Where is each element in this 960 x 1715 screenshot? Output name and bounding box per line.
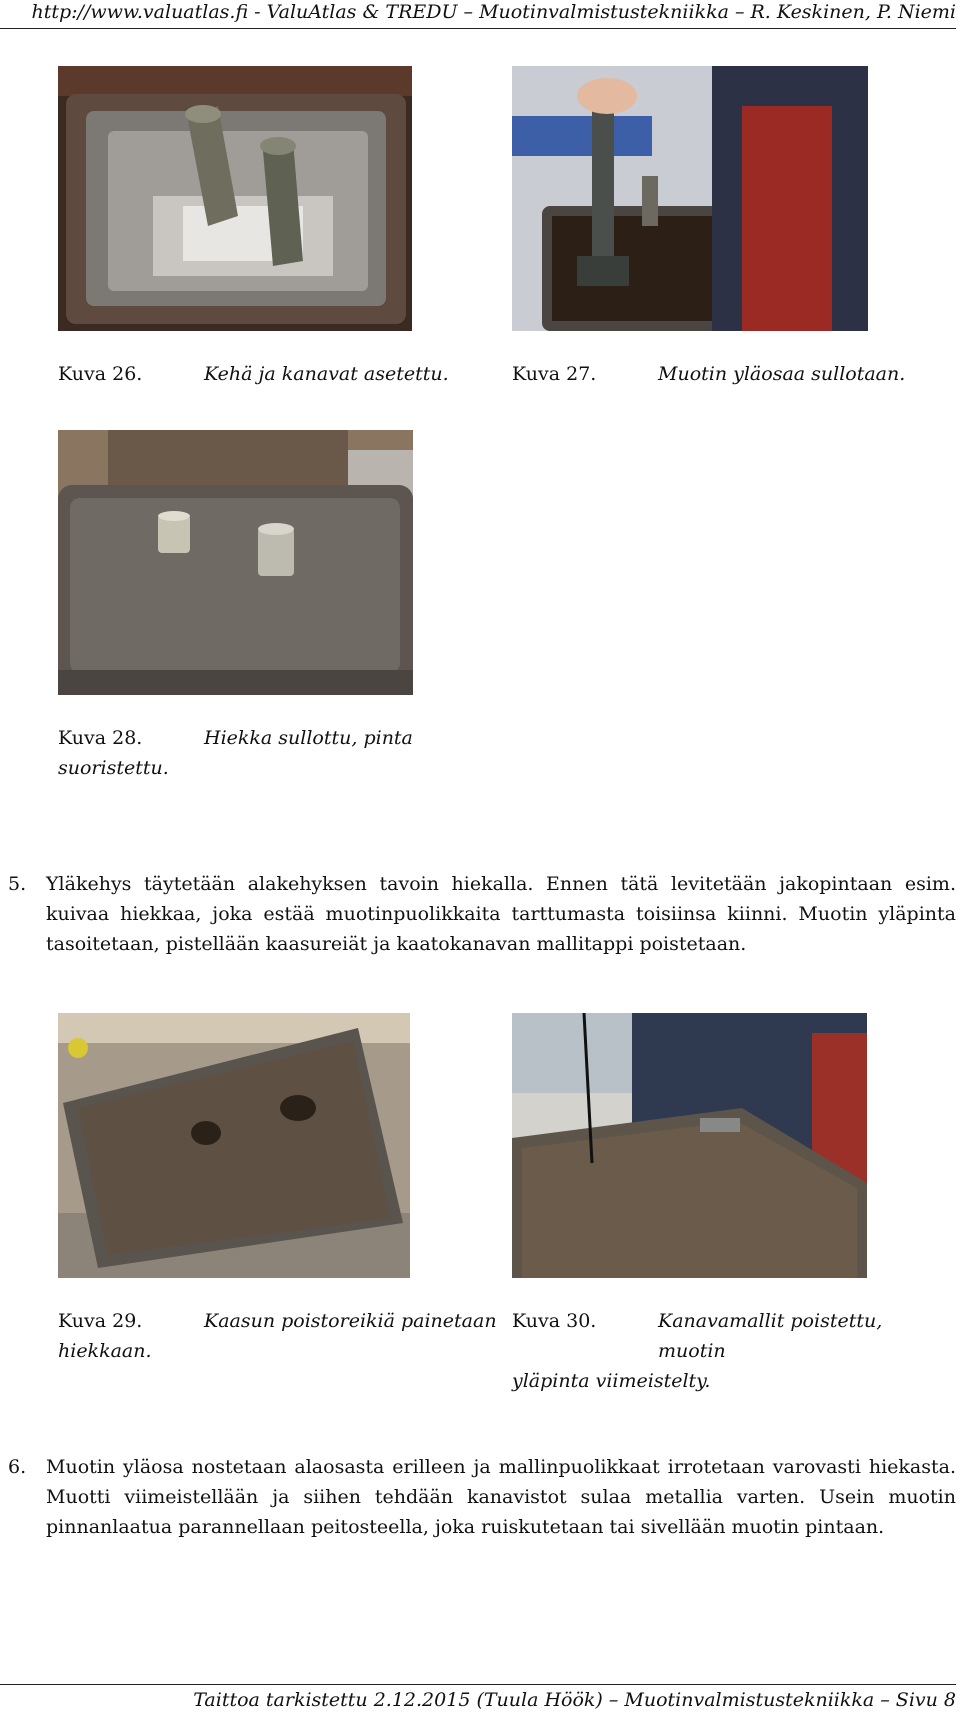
figure-description: Kaasun poistoreikiä painetaan: [204, 1310, 497, 1332]
page-header: http://www.valuatlas.fi - ValuAtlas & TREDU – Muotinvalmistustekniikka – R. Keskinen, P. Niemi: [0, 0, 956, 29]
step-6: [8, 1452, 956, 1542]
figure-description-continued: hiekkaan.: [58, 1340, 152, 1362]
photo-finished-upper-surface: [512, 1013, 867, 1278]
figure-description-continued: suoristettu.: [58, 757, 169, 779]
figure-caption-30: [512, 1306, 952, 1396]
figure-label: Kuva 29.: [58, 1310, 143, 1332]
step-number: 5.: [8, 873, 27, 895]
figure-description: Muotin yläosaa sullotaan.: [658, 363, 906, 385]
photo-rammed-sand-surface: [58, 430, 413, 695]
photo-ramming-upper-mold: [512, 66, 868, 331]
figure-description-continued: yläpinta viimeistelty.: [512, 1370, 711, 1392]
figure-description: Kehä ja kanavat asetettu.: [204, 363, 449, 385]
figure-description: Hiekka sullottu, pinta: [204, 727, 413, 749]
figure-caption-28: [58, 723, 498, 783]
step-number: 6.: [8, 1456, 27, 1478]
photo-mold-frame-with-channels: [58, 66, 412, 331]
figure-caption-29: [58, 1306, 498, 1366]
figure-caption-26: [58, 359, 498, 389]
figure-label: Kuva 30.: [512, 1310, 597, 1332]
figure-caption-27: [512, 359, 952, 389]
figure-label: Kuva 28.: [58, 727, 143, 749]
step-text: Yläkehys täytetään alakehyksen tavoin hiekalla. Ennen tätä levitetään jakopintaan esim. kuivaa hiekkaa, joka estää muotinpuolikkaita tarttumasta toisiinsa kiinni. Muotin yläpinta tasoitetaan, pistellään kaasureiät ja kaatokanavan mallitappi poistetaan.: [46, 873, 956, 955]
photo-gas-vent-holes: [58, 1013, 410, 1278]
figure-label: Kuva 26.: [58, 363, 143, 385]
figure-label: Kuva 27.: [512, 363, 597, 385]
step-5: [8, 869, 956, 959]
step-text: Muotin yläosa nostetaan alaosasta erilleen ja mallinpuolikkaat irrotetaan varovasti hiekasta. Muotti viimeistellään ja siihen tehdään kanavistot sulaa metallia varten. Usein muotin pinnanlaatua parannellaan peitosteella, joka ruiskutetaan tai sivellään muotin pintaan.: [46, 1456, 956, 1538]
figure-description: Kanavamallit poistettu, muotin: [658, 1310, 883, 1362]
page-footer: Taittoa tarkistettu 2.12.2015 (Tuula Höök) – Muotinvalmistustekniikka – Sivu 8: [0, 1684, 956, 1711]
